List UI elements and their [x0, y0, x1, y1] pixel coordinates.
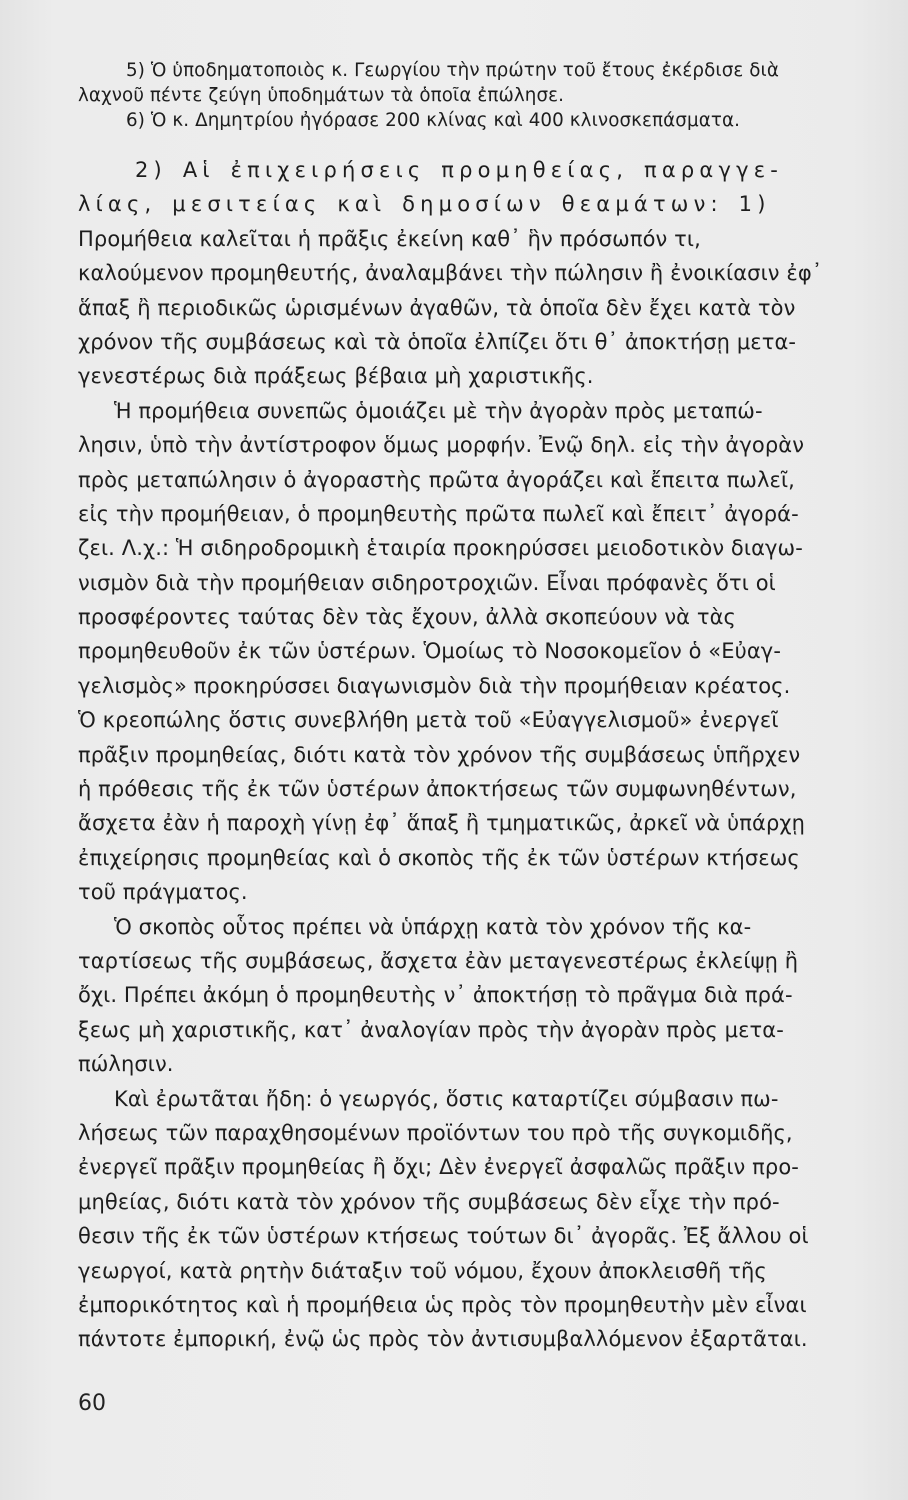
text-line: πάντοτε ἐμπορική, ἐνῷ ὡς πρὸς τὸν ἀντισυμβαλλόμενον ἐξαρτᾶται.	[78, 1327, 808, 1352]
paragraph-start: Ὁ σκοπὸς οὗτος πρέπει νὰ ὑπάρχῃ κατὰ τὸν χρόνον τῆς κα-	[114, 914, 752, 939]
section-heading-line-1: 2) Αἱ ἐπιχειρήσεις προμηθείας, παραγγε-	[135, 158, 784, 182]
text-line: λήσεως τῶν παραχθησομένων προϊόντων του πρὸ τῆς συγκομιδῆς,	[78, 1120, 793, 1145]
text-line: μηθείας, διότι κατὰ τὸν χρόνον τῆς συμβάσεως δὲν εἶχε τὴν πρό-	[78, 1189, 780, 1214]
paragraph-start: Ἡ προμήθεια συνεπῶς ὁμοιάζει μὲ τὴν ἀγορὰν πρὸς μεταπώ-	[114, 398, 763, 423]
text-line: προσφέροντες ταύτας δὲν τὰς ἔχουν, ἀλλὰ σκοπεύουν νὰ τὰς	[78, 605, 736, 630]
text-line: εἰς τὴν προμήθειαν, ὁ προμηθευτὴς πρῶτα πωλεῖ καὶ ἔπειτ᾽ ἀγορά-	[78, 501, 799, 526]
text-line: ἡ πρόθεσις τῆς ἐκ τῶν ὑστέρων ἀποκτήσεως τῶν συμφωνηθέντων,	[78, 777, 797, 802]
text-line: Προμήθεια καλεῖται ἡ πρᾶξις ἐκείνη καθ᾽ ἣν πρόσωπόν τι,	[78, 226, 701, 251]
text-line: γελισμὸς» προκηρύσσει διαγωνισμὸν διὰ τὴν προμήθειαν κρέατος.	[78, 673, 791, 698]
text-line: χρόνον τῆς συμβάσεως καὶ τὰ ὁποῖα ἐλπίζει ὅτι θ᾽ ἀποκτήσῃ μετα-	[78, 329, 797, 354]
text-line: ζει. Λ.χ.: Ἡ σιδηροδρομικὴ ἑταιρία προκηρύσσει μειοδοτικὸν διαγω-	[78, 536, 803, 561]
text-line: ἐνεργεῖ πρᾶξιν προμηθείας ἢ ὄχι; Δὲν ἐνεργεῖ ἀσφαλῶς πρᾶξιν προ-	[78, 1155, 799, 1180]
text-line: πρὸς μεταπώλησιν ὁ ἀγοραστὴς πρῶτα ἀγοράζει καὶ ἔπειτα πωλεῖ,	[78, 467, 795, 492]
text-line: καλούμενον προμηθευτής, ἀναλαμβάνει τὴν πώλησιν ἢ ἐνοικίασιν ἐφ᾽	[78, 261, 823, 286]
section-heading-line-2: λίας, μεσιτείας καὶ δημοσίων θεαμάτων: 1)	[78, 192, 771, 217]
text-line: πώλησιν.	[78, 1052, 174, 1077]
text-line: λησιν, ὑπὸ τὴν ἀντίστροφον ὅμως μορφήν. Ἐνῷ δηλ. εἰς τὴν ἀγορὰν	[78, 433, 805, 458]
text-line: τοῦ πράγματος.	[78, 880, 248, 905]
text-line: προμηθευθοῦν ἐκ τῶν ὑστέρων. Ὁμοίως τὸ Νοσοκομεῖον ὁ «Εὐαγ-	[78, 639, 782, 664]
paragraph-start: Καὶ ἐρωτᾶται ἤδη: ὁ γεωργός, ὅστις καταρτίζει σύμβασιν πω-	[114, 1086, 779, 1111]
text-line: πρᾶξιν προμηθείας, διότι κατὰ τὸν χρόνον τῆς συμβάσεως ὑπῆρχεν	[78, 742, 801, 767]
text-line: ἅπαξ ἢ περιοδικῶς ὡρισμένων ἀγαθῶν, τὰ ὁποῖα δὲν ἔχει κατὰ τὸν	[78, 295, 796, 320]
text-line: ἐμπορικότητος καὶ ἡ προμήθεια ὡς πρὸς τὸν προμηθευτὴν μὲν εἶναι	[78, 1292, 807, 1317]
text-line: ὄχι. Πρέπει ἀκόμη ὁ προμηθευτὴς ν᾽ ἀποκτήσῃ τὸ πρᾶγμα διὰ πρά-	[78, 983, 793, 1008]
page-number: 60	[78, 1391, 106, 1416]
text-line: ξεως μὴ χαριστικῆς, κατ᾽ ἀναλογίαν πρὸς τὴν ἀγορὰν πρὸς μετα-	[78, 1017, 784, 1042]
numbered-examples	[78, 58, 898, 133]
text-line: ταρτίσεως τῆς συμβάσεως, ἄσχετα ἐὰν μεταγενεστέρως ἐκλείψῃ ἢ	[78, 948, 799, 973]
text-line: ἄσχετα ἐὰν ἡ παροχὴ γίνῃ ἐφ᾽ ἅπαξ ἢ τμηματικῶς, ἀρκεῖ νὰ ὑπάρχῃ	[78, 811, 806, 836]
body-text	[78, 153, 898, 1357]
text-line: γεωργοί, κατὰ ρητὴν διάταξιν τοῦ νόμου, ἔχουν ἀποκλεισθῆ τῆς	[78, 1258, 767, 1283]
text-line: θεσιν τῆς ἐκ τῶν ὑστέρων κτήσεως τούτων δι᾽ ἀγορᾶς. Ἐξ ἄλλου οἱ	[78, 1224, 809, 1249]
section-gap	[78, 133, 898, 153]
text-line: Ὁ κρεοπώλης ὅστις συνεβλήθη μετὰ τοῦ «Εὐαγγελισμοῦ» ἐνεργεῖ	[78, 708, 779, 733]
text-line: γενεστέρως διὰ πράξεως βέβαια μὴ χαριστικῆς.	[78, 364, 594, 389]
text-line: ἐπιχείρησις προμηθείας καὶ ὁ σκοπὸς τῆς ἐκ τῶν ὑστέρων κτήσεως	[78, 845, 800, 870]
example-5-line-1: 5) Ὁ ὑποδηματοποιὸς κ. Γεωργίου τὴν πρώτην τοῦ ἔτους ἐκέρδισε διὰ	[126, 60, 779, 81]
example-6-line: 6) Ὁ κ. Δημητρίου ἠγόρασε 200 κλίνας καὶ 400 κλινοσκεπάσματα.	[126, 110, 741, 131]
example-5-line-2: λαχνοῦ πέντε ζεύγη ὑποδημάτων τὰ ὁποῖα ἐπώλησε.	[78, 85, 565, 106]
text-line: νισμὸν διὰ τὴν προμήθειαν σιδηροτροχιῶν. Εἶναι πρόφανὲς ὅτι οἱ	[78, 570, 776, 595]
page-text	[78, 58, 898, 1357]
